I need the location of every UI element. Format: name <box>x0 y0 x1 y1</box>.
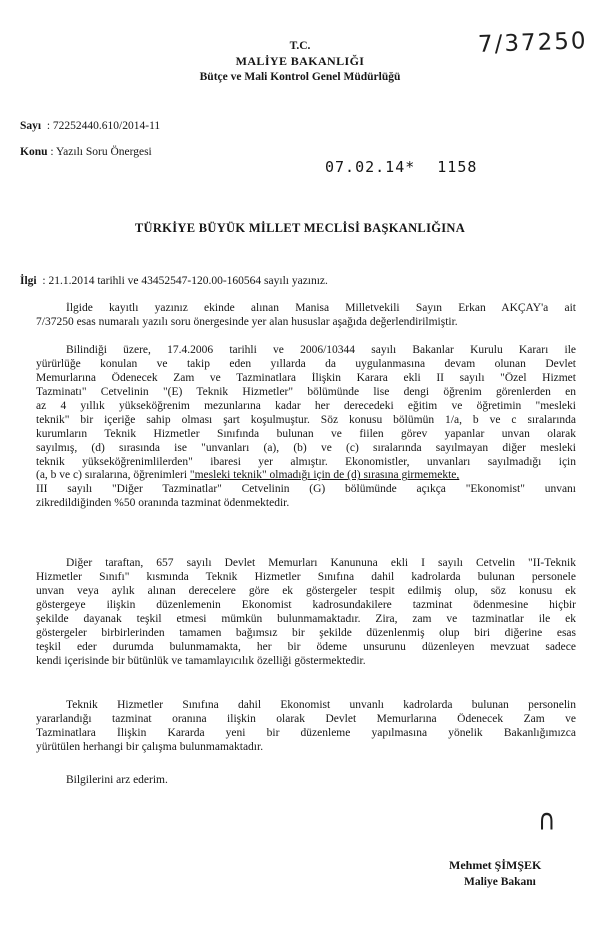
signer-title: Maliye Bakanı <box>464 876 536 888</box>
header-ministry: MALİYE BAKANLIĞI <box>235 54 365 68</box>
paragraph-line: Hizmetler Sınıfı" kısmında Teknik Hizmetler Sınıfına dahil kadrolarda bulunan personele <box>36 570 576 583</box>
addressee-heading: TÜRKİYE BÜYÜK MİLLET MECLİSİ BAŞKANLIĞINA <box>134 221 466 235</box>
paragraph-line: göstergeler birbirlerinden tamamen bağımsız bir şekilde düzenlenmiş olup biri diğerine esas <box>36 626 576 639</box>
sayi-row <box>20 120 160 132</box>
paragraph-line: Tazminatı" Cetvelinin "(E) Teknik Hizmetler" bölümünde lise dengi öğrenim görenlerden en <box>36 385 576 398</box>
closing-sentence: Bilgilerini arz ederim. <box>66 774 168 786</box>
paragraph-line: Tazminatlara İlişkin Kararda yeni bir düzenleme yapılmasına yönelik Bakanlığımızca <box>36 726 576 739</box>
paragraph-line: yararlandığı tazminat oranına ilişkin olarak Devlet Memurlarına Ödenecek Zam ve <box>36 712 576 725</box>
stamp-number: 1158 <box>437 158 478 176</box>
paragraph-line: teknik" bir içeriğe sahip olması şart koşulmuştur. Söz konusu bölümün 1/a, b ve c sıralarında <box>36 413 576 426</box>
stamp-date: 07.02.14* <box>325 158 416 176</box>
paragraph-line: yürürlüğe konulan ve takip eden yıllarda da uygulanmasına devam olunan Devlet <box>36 357 576 370</box>
handwritten-reference-number: 7/37250 <box>477 28 588 58</box>
paragraph-4 <box>36 699 576 755</box>
konu-row <box>20 146 152 158</box>
paragraph-line: az 4 yıllık yükseköğrenim mezunlarına kadar her derecedeki eğitim ve öğretimin "mesleki <box>36 399 576 412</box>
konu-label: Konu <box>20 146 48 158</box>
incoming-stamp <box>325 158 477 176</box>
header-country: T.C. <box>289 40 311 52</box>
ilgi-text: : 21.1.2014 tarihli ve 43452547-120.00-160564 sayılı yazınız. <box>42 275 328 287</box>
paragraph-line: teşkil eder durumda bulunmamakta, her bir ödeme unsurunu düzenleyen mevzuat sadece <box>36 640 576 653</box>
ilgi-label: İlgi <box>20 275 37 287</box>
paragraph-line-underlined <box>36 469 576 483</box>
paragraph-line: şekilde dayanak teşkil etmesi mümkün bulunmamaktadır. Zira, zam ve tazminatlar ile ek <box>36 612 576 625</box>
konu-value: : Yazılı Soru Önergesi <box>50 146 152 158</box>
paragraph-line: Memurlarına Ödenecek Zam ve Tazminatlara İlişkin Karara ekli II sayılı "Özel Hizmet <box>36 371 576 384</box>
paragraph-line: teknik yükseköğrenimlilerden" ibaresi yer almıştır. Ekonomistler, unvanları sayılmadığı için <box>36 455 576 468</box>
paragraph-line: 7/37250 esas numaralı yazılı soru önergesinde yer alan hususlar aşağıda değerlendirilmiştir. <box>36 315 458 328</box>
paragraph-line: zikredildiğinden %50 oranında tazminat ödenmektedir. <box>36 497 290 510</box>
underlined-phrase: "mesleki teknik" olmadığı için de (d) sırasına girmemekte, <box>189 469 460 482</box>
paragraph-line: III sayılı "Diğer Tazminatlar" Cetvelinin (G) bölümünde açıkça "Ekonomist" unvanı <box>36 483 576 496</box>
signature-mark: ∩ <box>538 803 556 837</box>
paragraph-line: Bilindiği üzere, 17.4.2006 tarihli ve 2006/10344 sayılı Bakanlar Kurulu Kararı ile <box>66 344 576 356</box>
paragraph-line: göstergeye ilişkin düzenlemenin Ekonomist kadrosundakilere tazminat ödenmesine hiçbir <box>36 598 576 611</box>
paragraph-line: kendi içerisinde bir bütünlük ve tamamlayıcılık özelliği göstermektedir. <box>36 654 366 667</box>
paragraph-3 <box>36 557 576 669</box>
paragraph-line: unvan veya aylık alınan derecelere göre ek göstergeler tespit edilmiş olup, söz konusu ek <box>36 584 576 597</box>
paragraph-line: Diğer taraftan, 657 sayılı Devlet Memurları Kanununa ekli I sayılı Cetvelin "II-Teknik <box>66 557 576 569</box>
paragraph-line-start: (a, b ve c) sıralarına, öğrenimleri <box>36 469 190 482</box>
sayi-label: Sayı <box>20 120 42 132</box>
paragraph-1 <box>36 302 576 330</box>
sayi-value: : 72252440.610/2014-11 <box>46 120 161 132</box>
paragraph-line: kurumların Teknik Hizmetler Sınıfında bulunan ve fiilen görev yapanlar unvan olarak <box>36 427 576 440</box>
header-department: Bütçe ve Mali Kontrol Genel Müdürlüğü <box>199 71 401 83</box>
paragraph-line: sayılmış, (d) sırasında ise "unvanları (a), (b) ve (c) sıralarında sayılmayan diğer mesleki <box>36 441 576 454</box>
paragraph-2 <box>36 344 576 511</box>
signer-name: Mehmet ŞİMŞEK <box>449 858 542 872</box>
paragraph-line: yürütülen herhangi bir çalışma bulunmamaktadır. <box>36 740 264 753</box>
paragraph-line: İlgide kayıtlı yazınız ekinde alınan Manisa Milletvekili Sayın Erkan AKÇAY'a ait <box>66 302 576 314</box>
ilgi-row <box>20 275 328 287</box>
paragraph-line: Teknik Hizmetler Sınıfına dahil Ekonomist unvanlı kadrolarda bulunan personelin <box>66 699 576 711</box>
